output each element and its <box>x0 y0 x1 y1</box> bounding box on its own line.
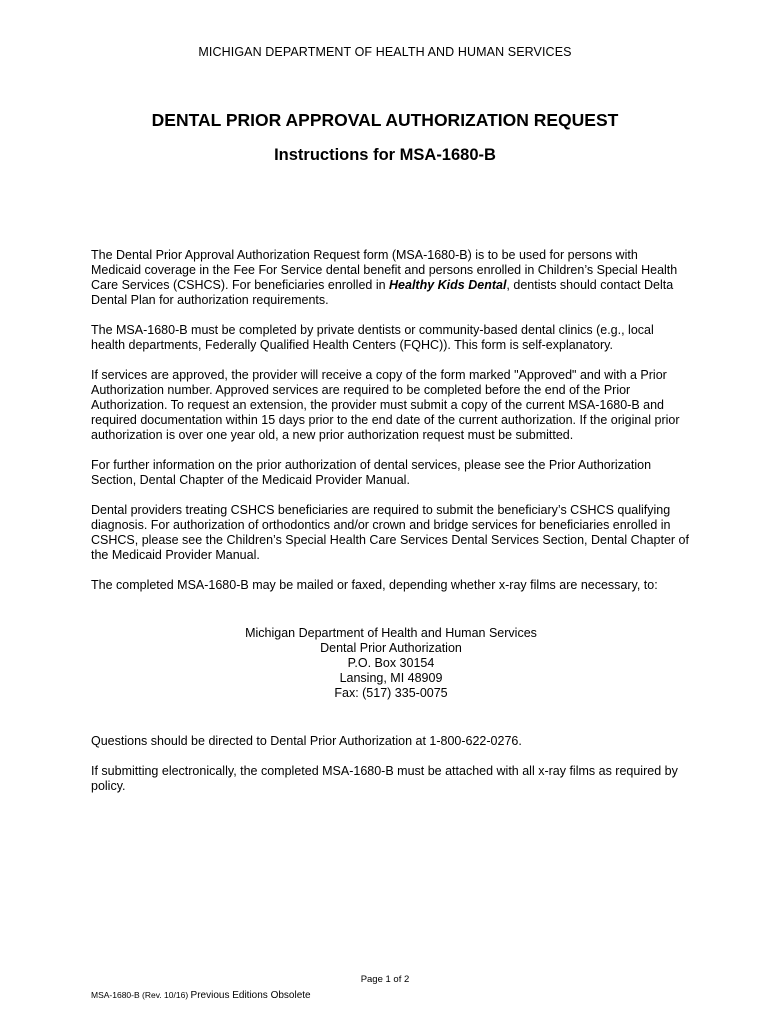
department-header: MICHIGAN DEPARTMENT OF HEALTH AND HUMAN SERVICES <box>198 45 572 59</box>
form-revision-footer <box>91 990 311 1001</box>
form-revision: MSA-1680-B (Rev. 10/16) <box>91 990 189 1000</box>
paragraph-form-purpose-text: The Dental Prior Approval Authorization Request form (MSA-1680-B) is to be used for persons with Medicaid coverage in the Fee For Service dental benefit and persons enrolled in Children’s Special Health Care Services (CSHCS). For beneficiaries enrolled in <box>91 248 678 292</box>
address-line-fax: Fax: (517) 335-0075 <box>334 686 448 700</box>
document-title: DENTAL PRIOR APPROVAL AUTHORIZATION REQUEST <box>151 110 619 130</box>
address-line-department: Michigan Department of Health and Human Services <box>245 626 537 640</box>
paragraph-mail-fax: The completed MSA-1680-B may be mailed or faxed, depending whether x-ray films are necessary, to: <box>91 578 658 592</box>
paragraph-form-purpose-end: , dentists should contact Delta Dental Plan for authorization requirements. <box>91 278 674 307</box>
paragraph-questions: Questions should be directed to Dental Prior Authorization at 1-800-622-0276. <box>91 734 522 748</box>
paragraph-electronic: If submitting electronically, the completed MSA-1680-B must be attached with all x-ray films as required by policy. <box>91 764 678 793</box>
paragraph-who-completes: The MSA-1680-B must be completed by private dentists or community-based dental clinics (e.g., local health departments, Federally Qualified Health Centers (FQHC)). This form is self-explanatory. <box>91 323 654 352</box>
healthy-kids-dental-emphasis: Healthy Kids Dental <box>389 278 507 292</box>
paragraph-approval: If services are approved, the provider will receive a copy of the form marked "Approved" and with a Prior Authorization number. Approved services are required to be completed before the end of the Prior Authorization. To request an extension, the provider must submit a copy of the current MSA-1680-B and required documentation within 15 days prior to the end date of the current authorization. If the original prior authorization is over one year old, a new prior authorization request must be submitted. <box>91 368 680 442</box>
document-subtitle: Instructions for MSA-1680-B <box>274 146 496 164</box>
mailing-address <box>91 626 691 701</box>
paragraph-cshcs: Dental providers treating CSHCS beneficiaries are required to submit the beneficiary’s CSHCS qualifying diagnosis. For authorization of orthodontics and/or crown and bridge services for beneficiaries enrolled in CSHCS, please see the Children’s Special Health Care Services Dental Services Section, Dental Chapter of the Medicaid Provider Manual. <box>91 503 689 562</box>
address-line-city: Lansing, MI 48909 <box>339 671 443 685</box>
paragraph-form-purpose <box>91 248 691 308</box>
obsolete-notice: Previous Editions Obsolete <box>190 990 311 1001</box>
page-number: Page 1 of 2 <box>360 974 410 985</box>
address-line-unit: Dental Prior Authorization <box>320 641 462 655</box>
paragraph-further-info: For further information on the prior authorization of dental services, please see the Prior Authorization Section, Dental Chapter of the Medicaid Provider Manual. <box>91 458 652 487</box>
address-line-po-box: P.O. Box 30154 <box>347 656 435 670</box>
instructions-body <box>91 248 691 809</box>
